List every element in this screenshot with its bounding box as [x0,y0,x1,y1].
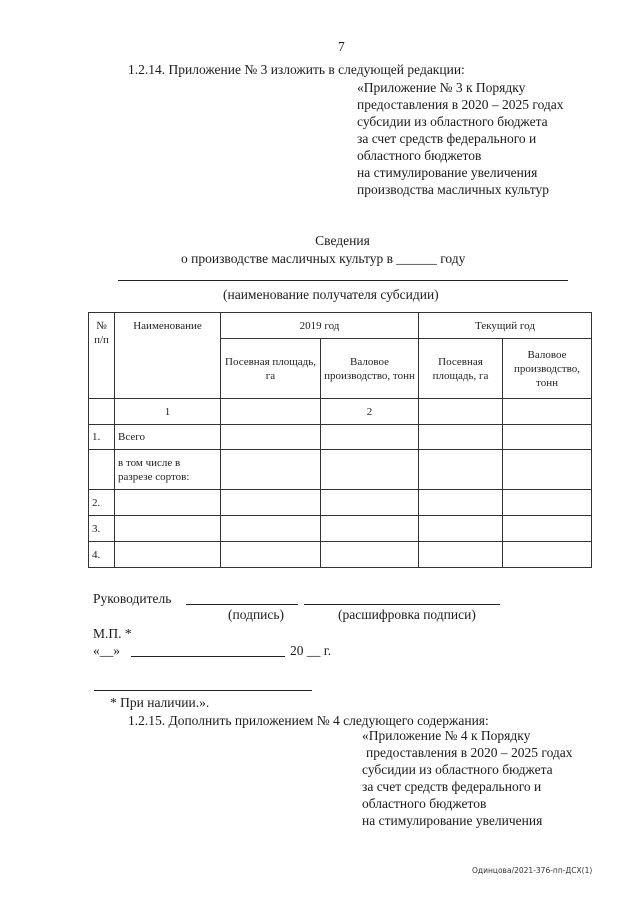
row-number [89,450,115,490]
table-cell [321,490,419,516]
year-suffix: __ г. [306,643,332,658]
annex-4-line: «Приложение № 4 к Порядку [362,728,531,743]
table-cell [503,516,592,542]
table-cell [221,425,321,450]
signature-decode-line [304,604,500,605]
annex-4-line: предоставления в 2020 – 2025 годах [366,745,573,760]
table-cell [503,542,592,568]
table-cell [503,399,592,425]
footnote-separator [94,690,312,691]
table-cell [321,450,419,490]
table-cell [419,450,503,490]
row-name: в том числе в разрезе сортов: [115,450,221,490]
annex-3-line: предоставления в 2020 – 2025 годах [357,97,564,112]
annex-3-line: на стимулирование увеличения [357,165,538,180]
annex-4-line: на стимулирование увеличения [362,813,543,828]
header-current-year: Текущий год [419,313,592,339]
date-year [290,642,331,659]
row-number: 4. [89,542,115,568]
table-cell [89,399,115,425]
annex-4-line: областного бюджетов [362,796,487,811]
annex-4-line: субсидии из областного бюджета [362,762,553,777]
row-name [115,516,221,542]
header-name: Наименование [115,313,221,399]
table-cell [503,425,592,450]
header-output-current: Валовое производство, тонн [503,339,592,399]
date-day: «__» [93,643,120,658]
table-cell [419,425,503,450]
table-cell [221,542,321,568]
header-no: № п/п [89,313,115,399]
annex-4-line: за счет средств федерального и [362,779,542,794]
table-cell [321,516,419,542]
date-month-line [131,656,285,657]
annex-3-header [357,79,564,198]
table-row [89,542,592,568]
table-row [89,490,592,516]
column-number-1: 1 [115,399,221,425]
table-row [89,425,592,450]
table-cell [419,399,503,425]
recipient-line [118,280,568,281]
annex-4-header [362,727,573,829]
page-number: 7 [338,39,345,54]
signature-line [186,604,298,605]
row-name: Всего [115,425,221,450]
table-cell [503,450,592,490]
annex-3-line: «Приложение № 3 к Порядку [357,80,526,95]
form-title: Сведения [315,233,370,248]
annex-3-line: производства масличных культур [357,182,549,197]
header-output-2019: Валовое производство, тонн [321,339,419,399]
table-cell [321,425,419,450]
row-name [115,542,221,568]
table-cell [221,516,321,542]
clause-1-2-14: 1.2.14. Приложение № 3 изложить в следующей редакции: [128,62,465,77]
row-number: 3. [89,516,115,542]
header-2019: 2019 год [221,313,419,339]
table-row [89,516,592,542]
stamp-label: М.П. * [93,626,132,641]
annex-3-line: за счет средств федерального и [357,131,537,146]
row-name [115,490,221,516]
row-number: 1. [89,425,115,450]
column-number-2: 2 [321,399,419,425]
head-label: Руководитель [93,591,172,606]
document-code: Одинцова/2021-376-пп-ДСХ(1) [472,866,593,875]
production-table [88,312,592,568]
year-prefix: 20 [290,643,304,658]
table-cell [321,542,419,568]
signature-caption: (подпись) [228,607,285,622]
table-cell [419,542,503,568]
table-cell [419,516,503,542]
recipient-caption: (наименование получателя субсидии) [223,287,439,302]
table-cell [221,450,321,490]
table-cell [221,490,321,516]
header-area-2019: Посевная площадь, га [221,339,321,399]
signature-decode-caption: (расшифровка подписи) [338,607,476,622]
footnote: * При наличии.». [110,695,210,710]
table-cell [419,490,503,516]
clause-1-2-15: 1.2.15. Дополнить приложением № 4 следующего содержания: [128,713,489,728]
header-area-current: Посевная площадь, га [419,339,503,399]
table-cell [221,399,321,425]
annex-3-line: субсидии из областного бюджета [357,114,548,129]
annex-3-line: областного бюджетов [357,148,482,163]
table-cell [503,490,592,516]
row-number: 2. [89,490,115,516]
form-subtitle: о производстве масличных культур в ______ году [181,251,466,266]
table-row [89,450,592,490]
